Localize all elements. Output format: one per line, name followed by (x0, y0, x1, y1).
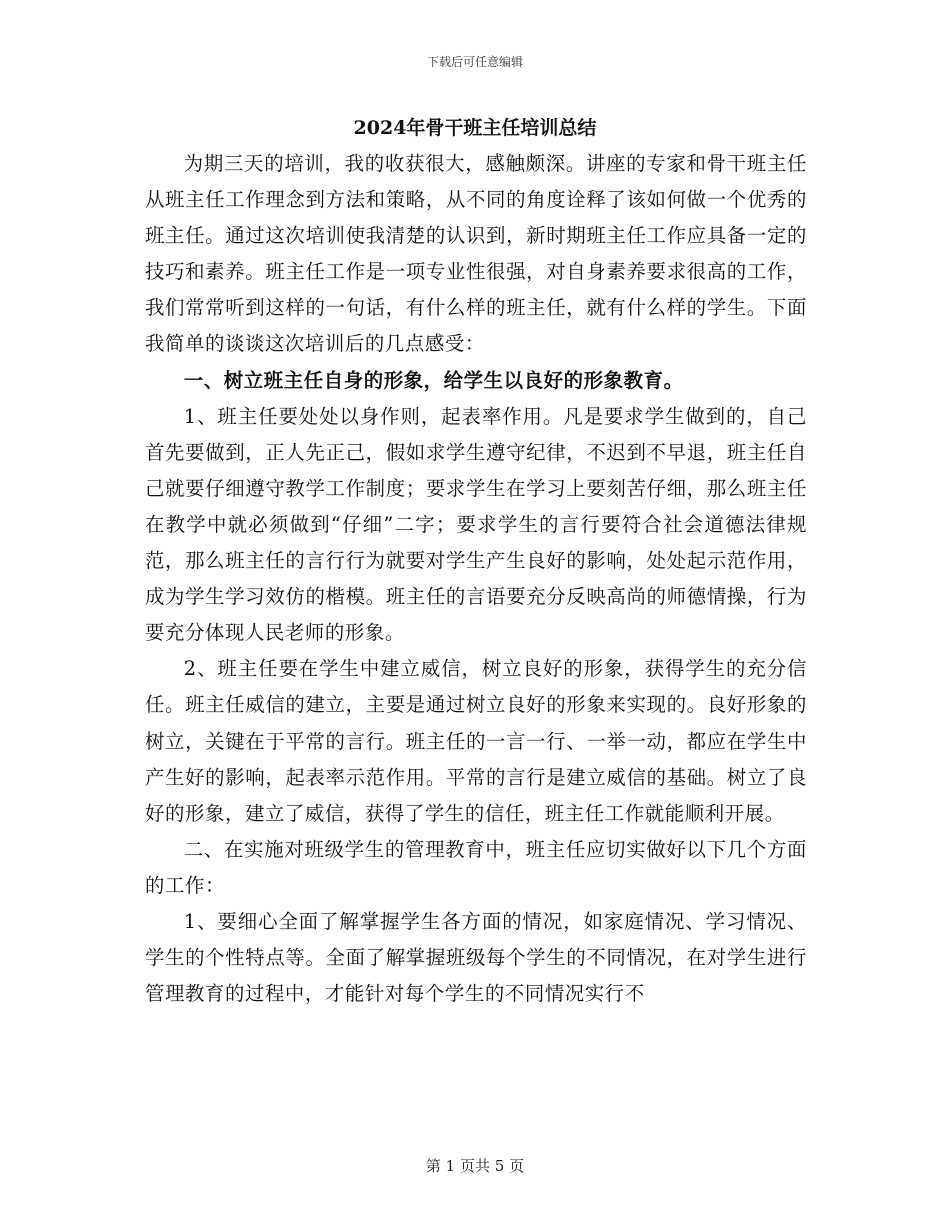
paragraph-2-1: 1、要细心全面了解掌握学生各方面的情况，如家庭情况、学习情况、学生的个性特点等。全面了解掌握班级每个学生的不同情况，在对学生进行管理教育的过程中，才能针对每个学生的不同情况实行不 (145, 909, 807, 1006)
document-body (145, 146, 807, 1012)
document-title: 2024年骨干班主任培训总结 (353, 117, 597, 139)
section-heading-1: 一、树立班主任自身的形象，给学生以良好的形象教育。 (183, 368, 684, 392)
paragraph-1-2: 2、班主任要在学生中建立威信，树立良好的形象，获得学生的充分信任。班主任威信的建立，主要是通过树立良好的形象来实现的。良好形象的树立，关键在于平常的言行。班主任的一言一行、一举一动，都应在学生中产生好的影响，起表率示范作用。平常的言行是建立威信的基础。树立了良好的形象，建立了威信，获得了学生的信任，班主任工作就能顺利开展。 (145, 657, 807, 825)
header-note: 下载后可任意编辑 (426, 55, 523, 69)
page-footer: 第 1 页共 5 页 (425, 1157, 525, 1175)
section-heading-2: 二、在实施对班级学生的管理教育中，班主任应切实做好以下几个方面的工作： (145, 837, 807, 897)
paragraph-1-1: 1、班主任要处处以身作则，起表率作用。凡是要求学生做到的，自己首先要做到，正人先正己，假如求学生遵守纪律，不迟到不早退，班主任自己就要仔细遵守教学工作制度；要求学生在学习上要刻苦仔细，那么班主任在教学中就必须做到“仔细”二字；要求学生的言行要符合社会道德法律规范，那么班主任的言行行为就要对学生产生良好的影响，处处起示范作用，成为学生学习效仿的楷模。班主任的言语要充分反映高尚的师德情操，行为要充分体现人民老师的形象。 (145, 404, 807, 645)
paragraph-intro: 为期三天的培训，我的收获很大，感触颇深。讲座的专家和骨干班主任从班主任工作理念到方法和策略，从不同的角度诠释了该如何做一个优秀的班主任。通过这次培训使我清楚的认识到，新时期班主任工作应具备一定的技巧和素养。班主任工作是一项专业性很强，对自身素养要求很高的工作，我们常常听到这样的一句话，有什么样的班主任，就有什么样的学生。下面我简单的谈谈这次培训后的几点感受： (145, 152, 807, 356)
